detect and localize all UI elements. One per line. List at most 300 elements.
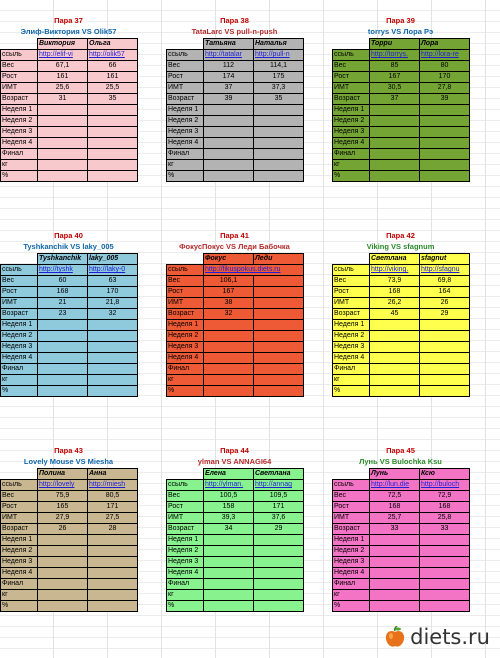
value-cell[interactable]: [370, 535, 420, 546]
table-row: [1, 601, 138, 612]
value-cell[interactable]: 33: [370, 524, 420, 535]
pair-block: [166, 230, 303, 397]
value-cell[interactable]: [420, 386, 470, 397]
value-cell[interactable]: [370, 601, 420, 612]
value-cell[interactable]: 35: [88, 94, 138, 105]
row-label: кг: [333, 375, 370, 386]
value-cell[interactable]: 167: [370, 72, 420, 83]
value-cell[interactable]: [204, 546, 254, 557]
value-cell[interactable]: [254, 276, 304, 287]
value-cell[interactable]: [370, 546, 420, 557]
table-row: [167, 83, 304, 94]
profile-link[interactable]: http://buloch: [420, 480, 470, 491]
participant-1-name: Татьяна: [204, 39, 254, 50]
corner-cell: [333, 39, 370, 50]
value-cell[interactable]: [38, 568, 88, 579]
value-cell[interactable]: [420, 138, 470, 149]
value-cell[interactable]: 69,8: [420, 276, 470, 287]
value-cell[interactable]: [370, 331, 420, 342]
value-cell[interactable]: [254, 375, 304, 386]
value-cell[interactable]: [254, 601, 304, 612]
profile-link[interactable]: http://sfagnu: [420, 265, 470, 276]
value-cell[interactable]: [38, 138, 88, 149]
value-cell[interactable]: [88, 590, 138, 601]
value-cell[interactable]: [370, 160, 420, 171]
value-cell[interactable]: [88, 364, 138, 375]
value-cell[interactable]: 37,3: [254, 83, 304, 94]
table-row: [167, 105, 304, 116]
participant-2-name: Леди: [254, 254, 304, 265]
value-cell[interactable]: [370, 320, 420, 331]
participant-2-name: Ксю: [420, 469, 470, 480]
value-cell[interactable]: [204, 557, 254, 568]
row-label: Неделя 2: [333, 546, 370, 557]
row-label: Неделя 2: [333, 116, 370, 127]
value-cell[interactable]: [38, 535, 88, 546]
row-label: ссыль: [1, 480, 38, 491]
value-cell[interactable]: 39: [204, 94, 254, 105]
value-cell[interactable]: [370, 590, 420, 601]
value-cell[interactable]: 38: [204, 298, 254, 309]
profile-link[interactable]: http://lovely: [38, 480, 88, 491]
value-cell[interactable]: [204, 579, 254, 590]
row-label: ссыль: [333, 480, 370, 491]
value-cell[interactable]: [420, 127, 470, 138]
value-cell[interactable]: [254, 138, 304, 149]
value-cell[interactable]: [204, 590, 254, 601]
value-cell[interactable]: [204, 364, 254, 375]
pair-block: [332, 230, 469, 397]
value-cell[interactable]: [370, 105, 420, 116]
value-cell[interactable]: [204, 331, 254, 342]
value-cell[interactable]: 72,5: [370, 491, 420, 502]
table-row: [167, 568, 304, 579]
value-cell[interactable]: [370, 127, 420, 138]
value-cell[interactable]: [88, 557, 138, 568]
value-cell[interactable]: 67,1: [38, 61, 88, 72]
value-cell[interactable]: [420, 331, 470, 342]
value-cell[interactable]: [88, 601, 138, 612]
value-cell[interactable]: [88, 535, 138, 546]
row-label: Неделя 2: [167, 546, 204, 557]
value-cell[interactable]: [370, 149, 420, 160]
value-cell[interactable]: 80,5: [88, 491, 138, 502]
corner-cell: [167, 39, 204, 50]
row-label: Неделя 4: [167, 138, 204, 149]
value-cell[interactable]: 171: [88, 502, 138, 513]
value-cell[interactable]: 60: [38, 276, 88, 287]
pair-number: Пара 43: [54, 446, 83, 455]
value-cell[interactable]: [88, 342, 138, 353]
pair-number: Пара 37: [54, 16, 83, 25]
value-cell[interactable]: [38, 342, 88, 353]
participant-1-name: Фокус: [204, 254, 254, 265]
value-cell[interactable]: 25,6: [38, 83, 88, 94]
value-cell[interactable]: [88, 138, 138, 149]
value-cell[interactable]: [254, 127, 304, 138]
value-cell[interactable]: [254, 287, 304, 298]
value-cell[interactable]: 85: [370, 61, 420, 72]
value-cell[interactable]: [38, 116, 88, 127]
value-cell[interactable]: [420, 116, 470, 127]
value-cell[interactable]: 109,5: [254, 491, 304, 502]
table-row: [167, 309, 304, 320]
value-cell[interactable]: [420, 579, 470, 590]
value-cell[interactable]: [254, 386, 304, 397]
value-cell[interactable]: [204, 353, 254, 364]
value-cell[interactable]: 100,5: [204, 491, 254, 502]
value-cell[interactable]: [88, 353, 138, 364]
value-cell[interactable]: [204, 386, 254, 397]
value-cell[interactable]: [204, 105, 254, 116]
value-cell[interactable]: [38, 579, 88, 590]
value-cell[interactable]: 27,5: [88, 513, 138, 524]
value-cell[interactable]: 75,9: [38, 491, 88, 502]
value-cell[interactable]: [370, 568, 420, 579]
value-cell[interactable]: 27,8: [420, 83, 470, 94]
table-row: [333, 353, 470, 364]
value-cell[interactable]: 32: [88, 309, 138, 320]
value-cell[interactable]: [420, 590, 470, 601]
table-row: [167, 491, 304, 502]
value-cell[interactable]: 39,3: [204, 513, 254, 524]
value-cell[interactable]: 174: [204, 72, 254, 83]
table-row: [333, 72, 470, 83]
profile-link[interactable]: http://olik57: [88, 50, 138, 61]
value-cell[interactable]: [420, 601, 470, 612]
table-row: [1, 353, 138, 364]
table-row: [333, 287, 470, 298]
table-row: [1, 320, 138, 331]
value-cell[interactable]: [38, 364, 88, 375]
value-cell[interactable]: 168: [38, 287, 88, 298]
pair-number: Пара 40: [54, 231, 83, 240]
value-cell[interactable]: [88, 149, 138, 160]
value-cell[interactable]: [38, 105, 88, 116]
value-cell[interactable]: [38, 127, 88, 138]
value-cell[interactable]: [420, 342, 470, 353]
participant-2-name: sfagnut: [420, 254, 470, 265]
value-cell[interactable]: [204, 116, 254, 127]
row-label: ИМТ: [1, 83, 38, 94]
value-cell[interactable]: 73,9: [370, 276, 420, 287]
value-cell[interactable]: [370, 353, 420, 364]
table-row: [167, 61, 304, 72]
row-label: Неделя 4: [167, 353, 204, 364]
value-cell[interactable]: 27,9: [38, 513, 88, 524]
value-cell[interactable]: [254, 116, 304, 127]
value-cell[interactable]: [420, 149, 470, 160]
row-label: Неделя 3: [167, 127, 204, 138]
value-cell[interactable]: [254, 535, 304, 546]
value-cell[interactable]: [254, 546, 304, 557]
value-cell[interactable]: [420, 105, 470, 116]
table-row: [1, 287, 138, 298]
profile-link[interactable]: http://fikuspokus.diets.ru: [204, 265, 304, 276]
value-cell[interactable]: [254, 364, 304, 375]
value-cell[interactable]: 34: [204, 524, 254, 535]
pair-block: [0, 445, 137, 612]
value-cell[interactable]: [88, 546, 138, 557]
value-cell[interactable]: 72,9: [420, 491, 470, 502]
value-cell[interactable]: [88, 386, 138, 397]
value-cell[interactable]: [38, 590, 88, 601]
value-cell[interactable]: 21: [38, 298, 88, 309]
value-cell[interactable]: [370, 138, 420, 149]
value-cell[interactable]: [420, 160, 470, 171]
value-cell[interactable]: [88, 375, 138, 386]
value-cell[interactable]: 26: [38, 524, 88, 535]
pair-title: ylman VS ANNAGI64: [197, 457, 272, 466]
value-cell[interactable]: 26,2: [370, 298, 420, 309]
value-cell[interactable]: 37: [370, 94, 420, 105]
row-label: Вес: [1, 276, 38, 287]
value-cell[interactable]: 158: [204, 502, 254, 513]
value-cell[interactable]: 33: [420, 524, 470, 535]
value-cell[interactable]: 171: [254, 502, 304, 513]
value-cell[interactable]: [370, 579, 420, 590]
value-cell[interactable]: [370, 171, 420, 182]
profile-link[interactable]: http://lun.die: [370, 480, 420, 491]
value-cell[interactable]: [420, 320, 470, 331]
row-label: Возраст: [167, 94, 204, 105]
value-cell[interactable]: 28: [88, 524, 138, 535]
profile-link[interactable]: http://lora-re: [420, 50, 470, 61]
row-label: ссыль: [333, 50, 370, 61]
value-cell[interactable]: 25,5: [88, 83, 138, 94]
row-label: Неделя 3: [1, 557, 38, 568]
value-cell[interactable]: [204, 127, 254, 138]
value-cell[interactable]: [254, 309, 304, 320]
value-cell[interactable]: [88, 171, 138, 182]
value-cell[interactable]: 66: [88, 61, 138, 72]
value-cell[interactable]: [254, 568, 304, 579]
value-cell[interactable]: [88, 331, 138, 342]
value-cell[interactable]: 168: [420, 502, 470, 513]
table-row: [1, 331, 138, 342]
value-cell[interactable]: [204, 160, 254, 171]
value-cell[interactable]: [370, 116, 420, 127]
profile-link[interactable]: http://tatalar: [204, 50, 254, 61]
pair-number: Пара 45: [386, 446, 415, 455]
pair-title: Viking VS sfagnum: [366, 242, 435, 251]
value-cell[interactable]: [370, 557, 420, 568]
value-cell[interactable]: 165: [38, 502, 88, 513]
value-cell[interactable]: [204, 568, 254, 579]
value-cell[interactable]: [38, 171, 88, 182]
pair-title: Лунь VS Bulochka Ksu: [359, 457, 442, 466]
table-row: [1, 342, 138, 353]
value-cell[interactable]: 37: [204, 83, 254, 94]
value-cell[interactable]: [370, 364, 420, 375]
value-cell[interactable]: 31: [38, 94, 88, 105]
value-cell[interactable]: 32: [204, 309, 254, 320]
value-cell[interactable]: 21,8: [88, 298, 138, 309]
value-cell[interactable]: [420, 557, 470, 568]
table-row: [333, 601, 470, 612]
value-cell[interactable]: 63: [88, 276, 138, 287]
value-cell[interactable]: [254, 298, 304, 309]
row-label: %: [333, 601, 370, 612]
value-cell[interactable]: [88, 160, 138, 171]
row-label: Финал: [333, 579, 370, 590]
value-cell[interactable]: 35: [254, 94, 304, 105]
value-cell[interactable]: 29: [420, 309, 470, 320]
value-cell[interactable]: [88, 116, 138, 127]
table-row: [167, 72, 304, 83]
value-cell[interactable]: [204, 342, 254, 353]
row-label: Возраст: [167, 524, 204, 535]
table-row: [333, 265, 470, 276]
value-cell[interactable]: 161: [38, 72, 88, 83]
table-row: [167, 513, 304, 524]
value-cell[interactable]: [420, 171, 470, 182]
value-cell[interactable]: 26: [420, 298, 470, 309]
value-cell[interactable]: 167: [204, 287, 254, 298]
row-label: Возраст: [1, 94, 38, 105]
pair-number: Пара 42: [386, 231, 415, 240]
value-cell[interactable]: 39: [420, 94, 470, 105]
profile-link[interactable]: http://laky-0: [88, 265, 138, 276]
value-cell[interactable]: [88, 320, 138, 331]
value-cell[interactable]: [204, 535, 254, 546]
value-cell[interactable]: [38, 546, 88, 557]
value-cell[interactable]: 106,1: [204, 276, 254, 287]
value-cell[interactable]: [370, 375, 420, 386]
value-cell[interactable]: [254, 331, 304, 342]
table-row: [167, 265, 304, 276]
participant-2-name: Ольга: [88, 39, 138, 50]
value-cell[interactable]: [88, 105, 138, 116]
pair-table: [332, 253, 470, 397]
row-label: Рост: [333, 287, 370, 298]
table-row: [333, 568, 470, 579]
value-cell[interactable]: [204, 320, 254, 331]
value-cell[interactable]: [254, 342, 304, 353]
value-cell[interactable]: [420, 364, 470, 375]
value-cell[interactable]: [420, 546, 470, 557]
participant-2-name: Светлана: [254, 469, 304, 480]
table-row: [1, 309, 138, 320]
row-label: %: [167, 386, 204, 397]
value-cell[interactable]: [370, 342, 420, 353]
value-cell[interactable]: [254, 171, 304, 182]
profile-link[interactable]: http://miesh: [88, 480, 138, 491]
value-cell[interactable]: [38, 375, 88, 386]
table-row: [167, 557, 304, 568]
value-cell[interactable]: [38, 601, 88, 612]
table-row: [333, 138, 470, 149]
row-label: Неделя 3: [1, 127, 38, 138]
value-cell[interactable]: [38, 320, 88, 331]
value-cell[interactable]: 114,1: [254, 61, 304, 72]
value-cell[interactable]: 80: [420, 61, 470, 72]
table-row: [167, 116, 304, 127]
value-cell[interactable]: [38, 557, 88, 568]
value-cell[interactable]: [204, 149, 254, 160]
value-cell[interactable]: [254, 353, 304, 364]
row-label: Неделя 2: [333, 331, 370, 342]
value-cell[interactable]: 168: [370, 287, 420, 298]
value-cell[interactable]: [420, 375, 470, 386]
value-cell[interactable]: [38, 386, 88, 397]
value-cell[interactable]: 175: [254, 72, 304, 83]
profile-link[interactable]: http://ylman.: [204, 480, 254, 491]
value-cell[interactable]: [204, 375, 254, 386]
value-cell[interactable]: 170: [420, 72, 470, 83]
profile-link[interactable]: http://annag: [254, 480, 304, 491]
participant-1-name: Елена: [204, 469, 254, 480]
value-cell[interactable]: 112: [204, 61, 254, 72]
value-cell[interactable]: [88, 579, 138, 590]
value-cell[interactable]: 23: [38, 309, 88, 320]
value-cell[interactable]: [254, 320, 304, 331]
value-cell[interactable]: [254, 160, 304, 171]
value-cell[interactable]: 25,8: [420, 513, 470, 524]
table-row: [1, 160, 138, 171]
value-cell[interactable]: 29: [254, 524, 304, 535]
table-row: [167, 94, 304, 105]
value-cell[interactable]: [88, 127, 138, 138]
value-cell[interactable]: 161: [88, 72, 138, 83]
pair-number: Пара 41: [220, 231, 249, 240]
value-cell[interactable]: [420, 353, 470, 364]
profile-link[interactable]: http://pull-n: [254, 50, 304, 61]
value-cell[interactable]: [88, 568, 138, 579]
table-row: [1, 72, 138, 83]
value-cell[interactable]: [38, 353, 88, 364]
value-cell[interactable]: 45: [370, 309, 420, 320]
value-cell[interactable]: 168: [370, 502, 420, 513]
value-cell[interactable]: 30,5: [370, 83, 420, 94]
row-label: Финал: [167, 364, 204, 375]
value-cell[interactable]: 170: [88, 287, 138, 298]
row-label: Неделя 2: [1, 116, 38, 127]
table-row: [1, 480, 138, 491]
table-row: [167, 502, 304, 513]
value-cell[interactable]: 164: [420, 287, 470, 298]
row-label: Неделя 1: [1, 105, 38, 116]
value-cell[interactable]: [370, 386, 420, 397]
row-label: %: [1, 601, 38, 612]
value-cell[interactable]: [254, 590, 304, 601]
value-cell[interactable]: [38, 149, 88, 160]
value-cell[interactable]: [254, 149, 304, 160]
table-row: [1, 502, 138, 513]
table-row: [167, 160, 304, 171]
value-cell[interactable]: [254, 105, 304, 116]
profile-link[interactable]: http://viking.: [370, 265, 420, 276]
participant-2-name: laky_005: [88, 254, 138, 265]
profile-link[interactable]: http://torrys.: [370, 50, 420, 61]
value-cell[interactable]: [204, 171, 254, 182]
value-cell[interactable]: [38, 160, 88, 171]
value-cell[interactable]: 25,7: [370, 513, 420, 524]
value-cell[interactable]: [38, 331, 88, 342]
row-label: Рост: [333, 502, 370, 513]
value-cell[interactable]: [254, 579, 304, 590]
value-cell[interactable]: [420, 568, 470, 579]
value-cell[interactable]: [204, 138, 254, 149]
value-cell[interactable]: [254, 557, 304, 568]
value-cell[interactable]: [420, 535, 470, 546]
value-cell[interactable]: [204, 601, 254, 612]
table-row: [167, 546, 304, 557]
value-cell[interactable]: 37,6: [254, 513, 304, 524]
profile-link[interactable]: http://tyshk: [38, 265, 88, 276]
row-label: Вес: [1, 491, 38, 502]
profile-link[interactable]: http://elif-vi: [38, 50, 88, 61]
